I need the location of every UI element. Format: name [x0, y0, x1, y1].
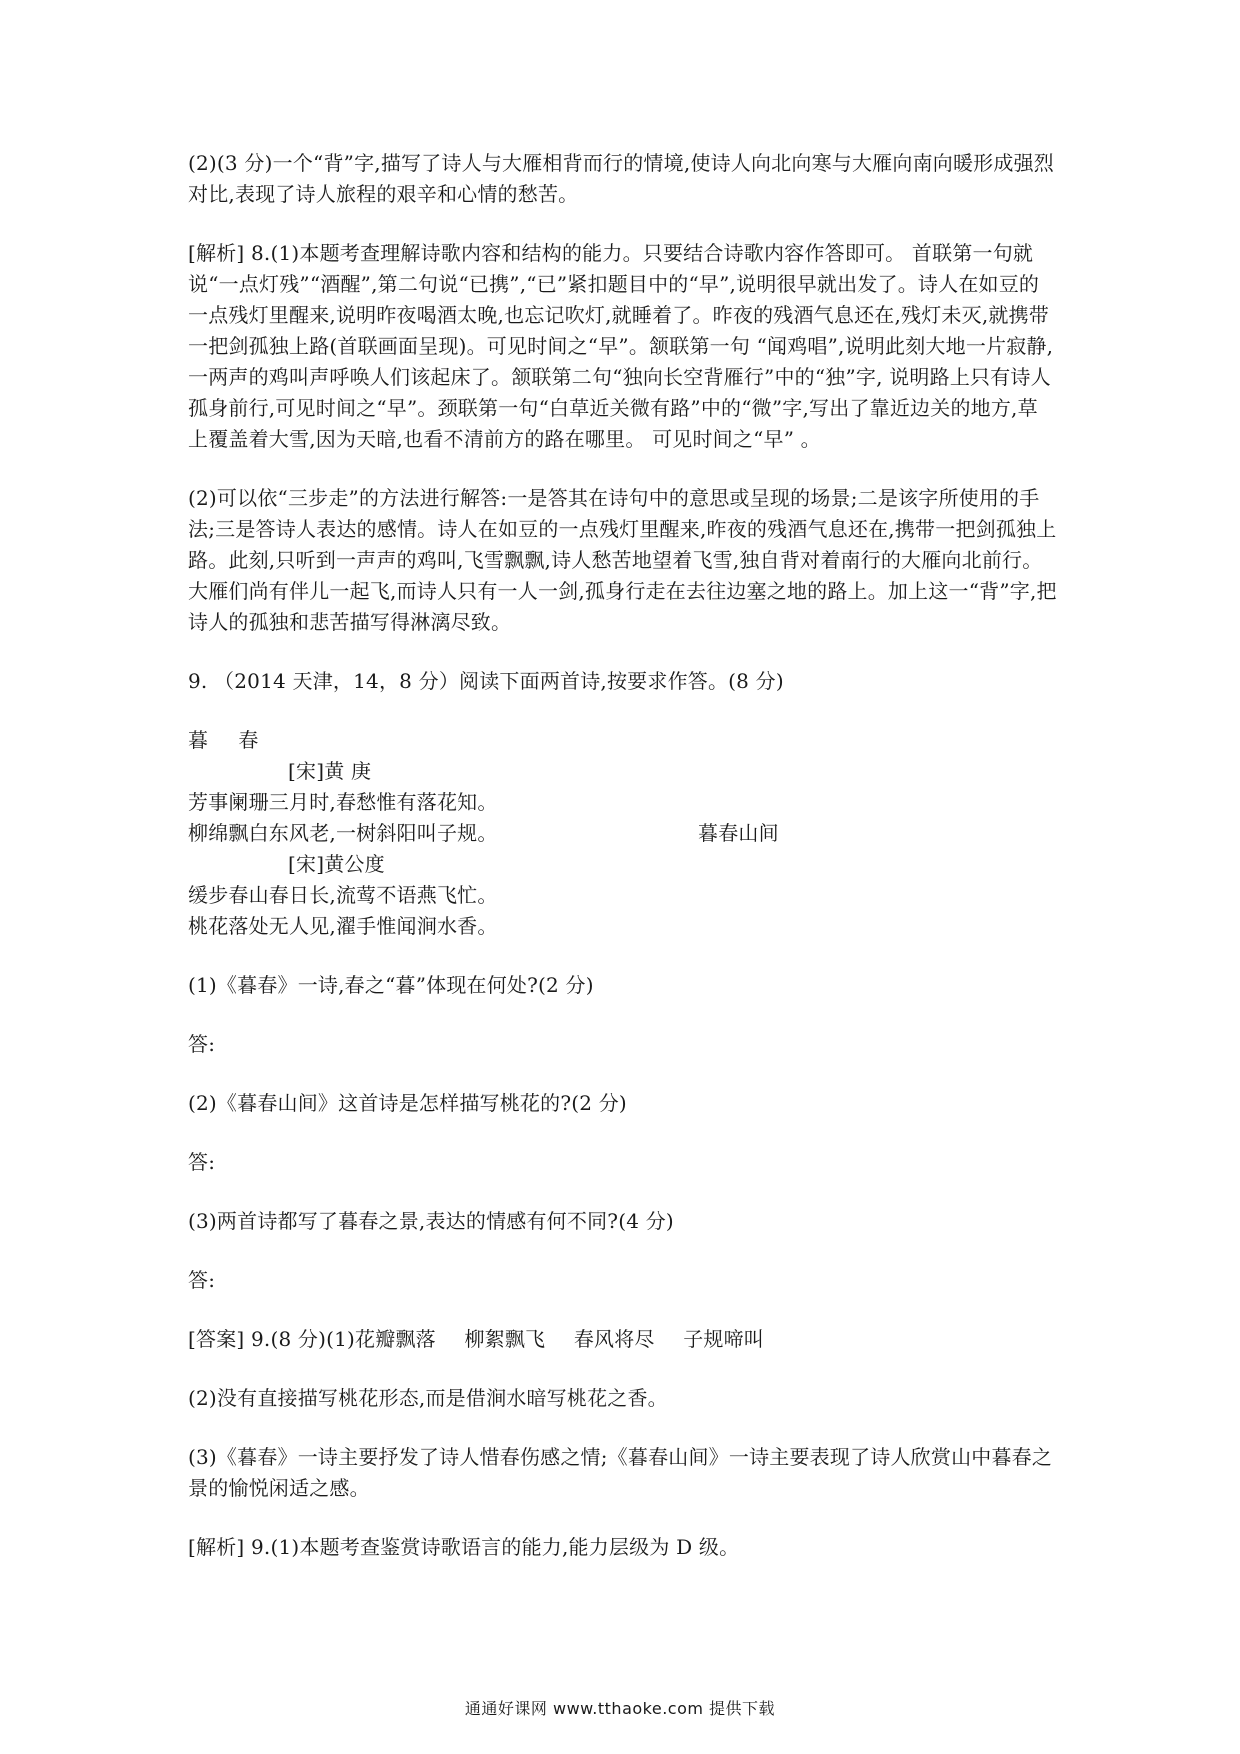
analysis-8-1: [解析] 8.(1)本题考查理解诗歌内容和结构的能力。只要结合诗歌内容作答即可。 首联第一句就说“一点灯残”“酒醒”,第二句说“已携”,“已”紧扣题目中的“早”,说明很早就出发了。诗人在如豆的一点残灯里醒来,说明昨夜喝酒太晚,也忘记吹灯,就睡着了。昨夜的残酒气息还在,残灯未灭,就携带一把剑孤独上路(首联画面呈现)。可见时间之“早”。颔联第一句 “闻鸡唱”,说明此刻大地一片寂静, 一两声的鸡叫声呼唤人们该起床了。颔联第二句“独向长空背雁行”中的“独”字, 说明路上只有诗人孤身前行,可见时间之“早”。颈联第一句“白草近关微有路”中的“微”字,写出了靠近边关的地方,草上覆盖着大雪,因为天暗,也看不清前方的路在哪里。 可见时间之“早” 。	[188, 241, 1054, 451]
answer-9-1	[188, 1324, 1058, 1355]
document-page	[188, 148, 1058, 1563]
answer-8-2: (2)(3 分)一个“背”字,描写了诗人与大雁相背而行的情境,使诗人向北向寒与大雁向南向暖形成强烈对比,表现了诗人旅程的艰辛和心情的愁苦。	[188, 151, 1054, 206]
poem2-title: 暮春山间	[698, 821, 779, 845]
answer-9-3: (3)《暮春》一诗主要抒发了诗人惜春伤感之情;《暮春山间》一诗主要表现了诗人欣赏山中暮春之景的愉悦闲适之感。	[188, 1445, 1053, 1500]
answer-9-1-part-2: 柳絮飘飞	[464, 1327, 546, 1351]
question-9-3: (3)两首诗都写了暮春之景,表达的情感有何不同?(4 分)	[188, 1209, 674, 1233]
poem1-title: 暮 春	[188, 728, 271, 752]
answer-9-1-part-3: 春风将尽	[573, 1327, 655, 1351]
answer-9-1-part-4: 子规啼叫	[683, 1327, 764, 1351]
question-9-2: (2)《暮春山间》这首诗是怎样描写桃花的?(2 分)	[188, 1091, 627, 1115]
answer-label-2: 答:	[188, 1150, 216, 1174]
poem1-line-1: 芳事阑珊三月时,春愁惟有落花知。	[188, 790, 498, 814]
poem1-line-2: 柳绵飘白东风老,一树斜阳叫子规。	[188, 821, 498, 845]
answer-9-1-part-1: [答案] 9.(8 分)(1)花瓣飘落	[188, 1327, 436, 1351]
poem2-author: [宋]黄公度	[288, 852, 385, 876]
answer-9-2: (2)没有直接描写桃花形态,而是借涧水暗写桃花之香。	[188, 1386, 668, 1410]
analysis-9-1: [解析] 9.(1)本题考查鉴赏诗歌语言的能力,能力层级为 D 级。	[188, 1535, 740, 1559]
analysis-8-2: (2)可以依“三步走”的方法进行解答:一是答其在诗句中的意思或呈现的场景;二是该字所使用的手法;三是答诗人表达的感情。诗人在如豆的一点残灯里醒来,昨夜的残酒气息还在,携带一把剑孤独上路。此刻,只听到一声声的鸡叫,飞雪飘飘,诗人愁苦地望着飞雪,独自背对着南行的大雁向北前行。大雁们尚有伴儿一起飞,而诗人只有一人一剑,孤身行走在去往边塞之地的路上。加上这一“背”字,把诗人的孤独和悲苦描写得淋漓尽致。	[188, 486, 1057, 634]
answer-label-1: 答:	[188, 1032, 216, 1056]
poem1-line-2-row	[188, 818, 1058, 849]
poem2-line-1: 缓步春山春日长,流莺不语燕飞忙。	[188, 883, 498, 907]
answer-label-3: 答:	[188, 1268, 216, 1292]
page-footer: 通通好课网 www.tthaoke.com 提供下载	[464, 1699, 776, 1718]
poem2-line-2: 桃花落处无人见,濯手惟闻涧水香。	[188, 914, 498, 938]
question-9-1: (1)《暮春》一诗,春之“暮”体现在何处?(2 分)	[188, 973, 594, 997]
question-9-header: 9. （2014 天津，14，8 分）阅读下面两首诗,按要求作答。(8 分)	[188, 669, 784, 693]
poem1-author: [宋]黄 庚	[288, 759, 372, 783]
